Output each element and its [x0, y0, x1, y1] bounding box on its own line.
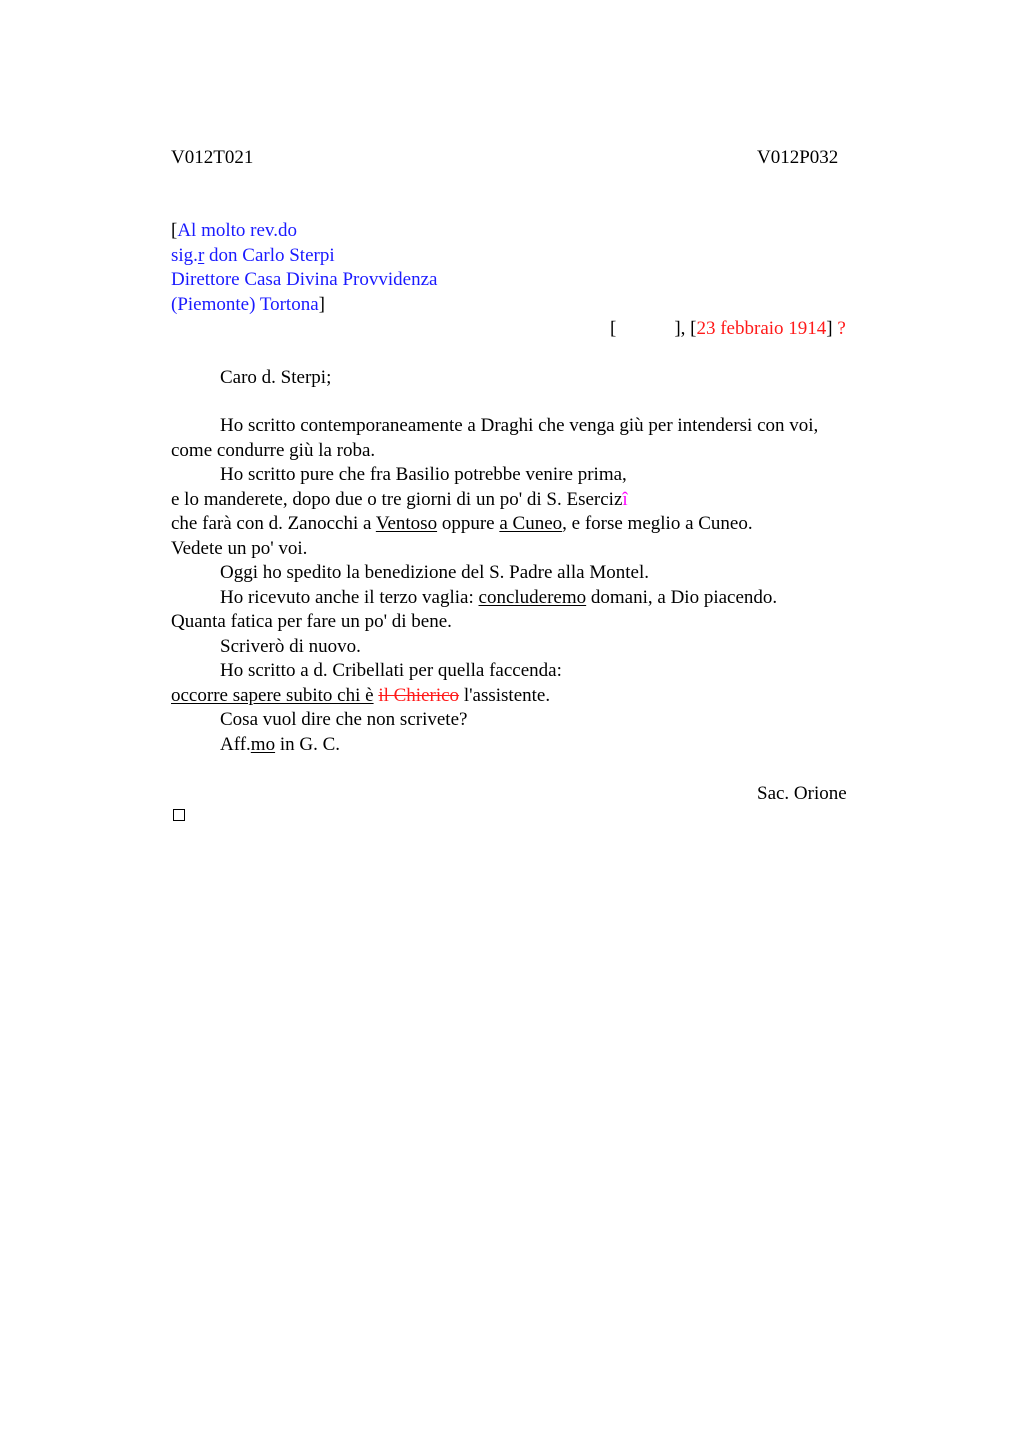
underlined-concluderemo: concluderemo: [478, 586, 587, 608]
date-place-close: ], [: [674, 318, 697, 339]
body-text-segment: l'assistente.: [459, 684, 551, 706]
body-line: Ho scritto pure che fra Basilio potrebbe venire prima,: [220, 464, 627, 485]
body-text-segment: oppure: [437, 513, 500, 534]
body-line: come condurre giù la roba.: [171, 439, 376, 461]
end-marker-box: [173, 809, 185, 821]
body-text-segment: , e forse meglio a Cuneo.: [562, 513, 753, 534]
header-left-code: V012T021: [171, 147, 254, 168]
body-text-segment: che farà con d. Zanocchi a: [171, 513, 376, 534]
address-line-2-sup: r: [197, 244, 205, 266]
body-line: e lo manderete, dopo due o tre giorni di un po' di S. Eserciz: [171, 488, 623, 510]
editorial-mark: î: [622, 488, 628, 510]
date-value: 23 febbraio 1914: [696, 318, 827, 339]
date-query: ?: [832, 318, 846, 339]
address-line-1: Al molto rev.do: [177, 220, 297, 241]
salutation: Caro d. Sterpi;: [220, 367, 332, 388]
body-line: Ho scritto a d. Cribellati per quella faccenda:: [220, 660, 562, 681]
body-line: Oggi ho spedito la benedizione del S. Padre alla Montel.: [220, 562, 649, 583]
address-open-bracket: [: [171, 220, 178, 241]
struck-text: il Chierico: [378, 684, 460, 706]
date-place-open: [: [610, 318, 617, 339]
address-line-3: Direttore Casa Divina Provvidenza: [171, 269, 438, 290]
underlined-a-cuneo: a Cuneo: [499, 513, 563, 534]
address-line-2-prefix: sig.: [171, 244, 198, 266]
address-block: [171, 219, 437, 317]
body-line: Scriverò di nuovo.: [220, 635, 361, 657]
date-close: ]: [826, 318, 833, 339]
body-line: Cosa vuol dire che non scrivete?: [220, 709, 468, 730]
address-line-4: (Piemonte) Tortona: [171, 293, 319, 315]
underlined-occorre-sapere: occorre sapere subito chi è: [171, 684, 374, 706]
closing-underlined: mo: [250, 733, 276, 755]
header-right-code: V012P032: [757, 147, 839, 168]
letter-body: [171, 414, 818, 757]
underlined-ventoso: Ventoso: [375, 513, 438, 534]
body-text-segment: domani, a Dio piacendo.: [586, 586, 778, 608]
closing-rest: in G. C.: [275, 733, 341, 755]
address-line-2-rest: don Carlo Sterpi: [204, 244, 335, 266]
closing-prefix: Aff.: [220, 733, 251, 755]
body-text-segment: Ho ricevuto anche il terzo vaglia:: [220, 586, 479, 608]
body-line: Quanta fatica per fare un po' di bene.: [171, 611, 452, 632]
body-line: Ho scritto contemporaneamente a Draghi che venga giù per intendersi con voi,: [220, 415, 819, 436]
body-line: Vedete un po' voi.: [171, 537, 308, 559]
date-line: [610, 317, 846, 342]
signature: Sac. Orione: [757, 783, 847, 804]
address-close-bracket: ]: [318, 293, 325, 315]
